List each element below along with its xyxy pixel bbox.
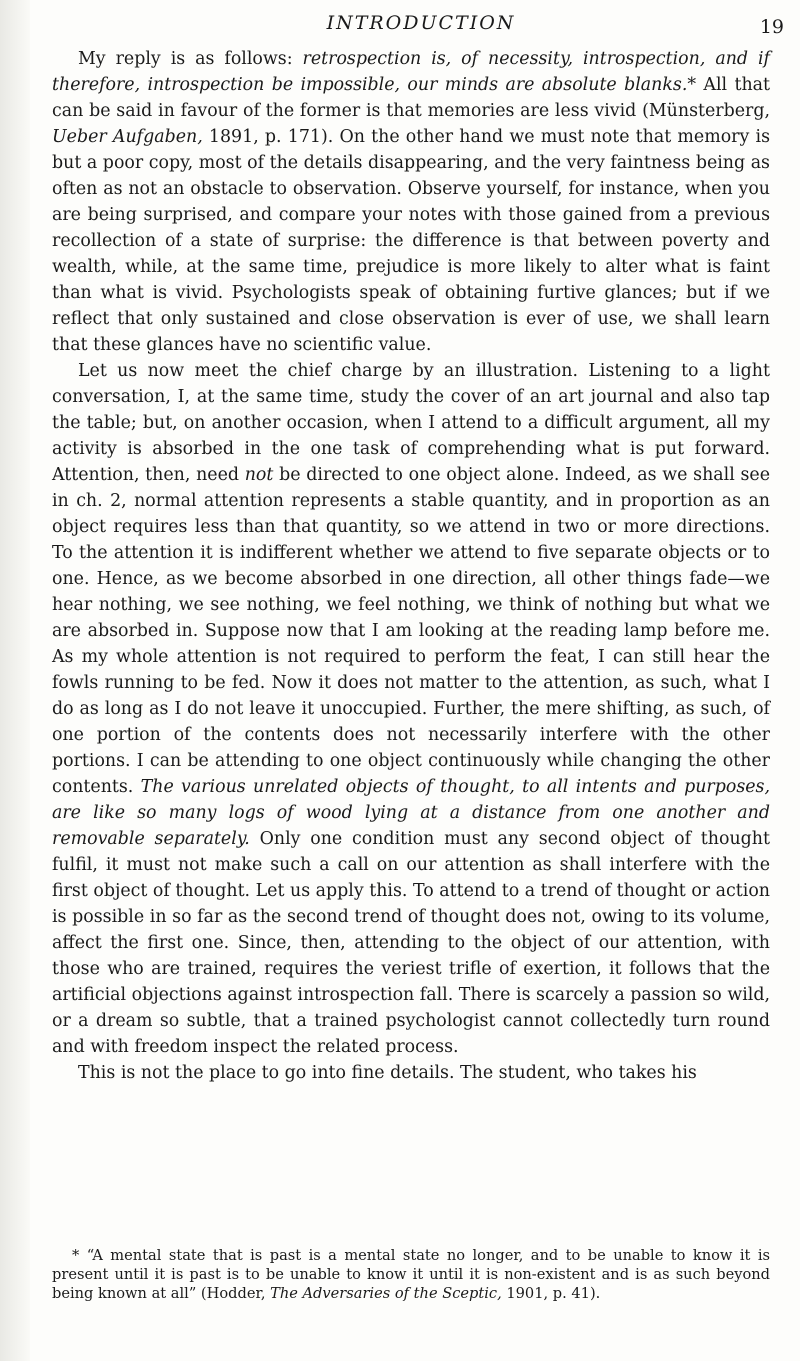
paragraph-3-text: This is not the place to go into fine details. The student, who takes his bbox=[78, 1063, 697, 1083]
paragraph-1-text-b: * All that can be said in favour of the former is that memories are less vivid (Münsterberg, bbox=[52, 75, 770, 121]
page-gutter-shadow bbox=[0, 0, 30, 1361]
footnote-book-title: The Adversaries of the Sceptic, bbox=[270, 1285, 502, 1302]
paragraph-1-text-a: My reply is as follows: bbox=[78, 49, 303, 69]
page-number: 19 bbox=[759, 16, 784, 38]
paragraph-1 bbox=[52, 46, 770, 358]
page-header bbox=[52, 8, 790, 38]
footnote-paragraph bbox=[52, 1246, 770, 1303]
paragraph-2 bbox=[52, 358, 770, 1060]
running-head: INTRODUCTION bbox=[326, 12, 516, 34]
paragraph-2-italic-a: not bbox=[244, 465, 274, 485]
paragraph-2-italic-b: The various unrelated objects of thought, to all intents and purposes, are like so many logs of wood lying at a distance from one another and removable separately. bbox=[52, 777, 770, 849]
paragraph-2-text-c: Only one condition must any second object of thought fulfil, it must not make such a call on our attention as shall interfere with the first object of thought. Let us apply this. To attend to a trend of thought or action is possible in so far as the second trend of thought does not, owing to its volume, affect the first one. Since, then, attending to the object of our attention, with those who are trained, requires the veriest trifle of exertion, it follows that the artificial objections against introspection fall. There is scarcely a passion so wild, or a dream so subtle, that a trained psychologist cannot collectedly turn round and with freedom inspect the related process. bbox=[52, 829, 770, 1057]
footnote-text-a: * “A mental state that is past is a mental state no longer, and to be unable to know it is present until it is past is to be unable to know it until it is non-existent and is as such beyond being known at all” (Hodder, bbox=[52, 1247, 770, 1302]
paragraph-1-italic-b: Ueber Aufgaben, bbox=[52, 127, 203, 147]
paragraph-3 bbox=[52, 1060, 770, 1086]
footnote-text-b: 1901, p. 41). bbox=[501, 1285, 601, 1302]
paragraph-2-text-b: be directed to one object alone. Indeed, as we shall see in ch. 2, normal attention represents a stable quantity, and in proportion as an object requires less than that quantity, so we attend in two or more directions. To the attention it is indifferent whether we attend to five separate objects or to one. Hence, as we become absorbed in one direction, all other things fade—we hear nothing, we see nothing, we feel nothing, we think of nothing but what we are absorbed in. Suppose now that I am looking at the reading lamp before me. As my whole attention is not required to perform the feat, I can still hear the fowls running to be fed. Now it does not matter to the attention, as such, what I do as long as I do not leave it unoccupied. Further, the mere shifting, as such, of one portion of the contents does not necessarily interfere with the other portions. I can be attending to one object continuously while changing the other contents. bbox=[52, 465, 770, 797]
paragraph-2-text-a: Let us now meet the chief charge by an illustration. Listening to a light conversation, I, at the same time, study the cover of an art journal and also tap the table; but, on another occasion, when I attend to a difficult argument, all my activity is absorbed in the one task of comprehending what is put forward. Attention, then, need bbox=[52, 361, 770, 485]
paragraph-1-italic-a: retrospection is, of necessity, introspection, and if therefore, introspection be impossible, our minds are absolute blanks. bbox=[52, 49, 770, 95]
body-text bbox=[52, 46, 770, 1086]
paragraph-1-text-c: 1891, p. 171). On the other hand we must note that memory is but a poor copy, most of the details disappearing, and the very faintness being as often as not an obstacle to observation. Observe yourself, for instance, when you are being surprised, and compare your notes with those gained from a previous recollection of a state of surprise: the difference is that between poverty and wealth, while, at the same time, prejudice is more likely to alter what is faint than what is vivid. Psychologists speak of obtaining furtive glances; but if we reflect that only sustained and close observation is ever of use, we shall learn that these glances have no scientific value. bbox=[52, 127, 770, 355]
footnote bbox=[52, 1246, 770, 1303]
